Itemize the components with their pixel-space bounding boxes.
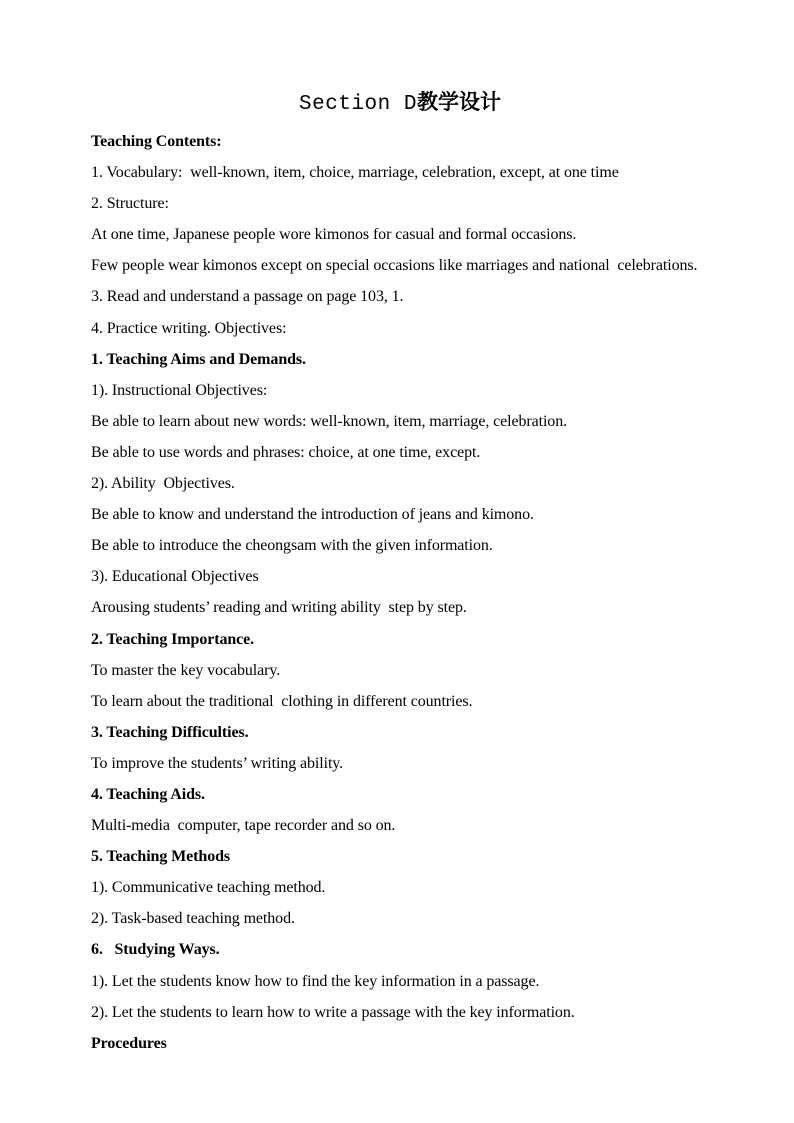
heading-studying-ways: 6. Studying Ways. — [91, 941, 220, 959]
paragraph-learn-traditional-clothing: To learn about the traditional clothing in different countries. — [91, 692, 473, 710]
heading-teaching-importance: 2. Teaching Importance. — [91, 630, 255, 648]
paragraph-multimedia: Multi-media computer, tape recorder and so on. — [91, 817, 396, 835]
heading-teaching-contents: Teaching Contents: — [91, 133, 222, 150]
paragraph-arousing-ability: Arousing students’ reading and writing ability step by step. — [91, 599, 467, 617]
paragraph-task-based-method: 2). Task-based teaching method. — [91, 910, 295, 928]
paragraph-improve-writing: To improve the students’ writing ability. — [91, 754, 344, 772]
page-title-chinese: 教学设计 — [416, 90, 501, 114]
paragraph-structure-example-2: Few people wear kimonos except on special occasions like marriages and national celebrations. — [91, 257, 698, 275]
heading-teaching-aids: 4. Teaching Aids. — [91, 785, 205, 803]
paragraph-read-passage: 3. Read and understand a passage on page 103, 1. — [91, 288, 404, 306]
paragraph-master-vocabulary: To master the key vocabulary. — [91, 661, 281, 679]
paragraph-introduce-cheongsam: Be able to introduce the cheongsam with the given information. — [91, 537, 493, 555]
page-title — [66, 84, 734, 119]
paragraph-instructional-objectives: 1). Instructional Objectives: — [91, 381, 268, 399]
paragraph-structure: 2. Structure: — [91, 195, 169, 213]
paragraph-know-understand: Be able to know and understand the introduction of jeans and kimono. — [91, 506, 534, 524]
heading-teaching-aims: 1. Teaching Aims and Demands. — [91, 350, 306, 368]
paragraph-educational-objectives: 3). Educational Objectives — [91, 568, 259, 586]
paragraph-ability-objectives: 2). Ability Objectives. — [91, 475, 235, 493]
page-title-english: Section D — [299, 93, 417, 116]
heading-teaching-methods: 5. Teaching Methods — [91, 848, 231, 866]
paragraph-practice-writing: 4. Practice writing. Objectives: — [91, 319, 287, 337]
paragraph-vocabulary: 1. Vocabulary: well-known, item, choice, marriage, celebration, except, at one time — [91, 164, 619, 182]
paragraph-learn-new-words: Be able to learn about new words: well-known, item, marriage, celebration. — [91, 412, 567, 430]
heading-teaching-difficulties: 3. Teaching Difficulties. — [91, 723, 249, 741]
paragraph-write-passage: 2). Let the students to learn how to write a passage with the key information. — [91, 1003, 575, 1021]
paragraph-structure-example-1: At one time, Japanese people wore kimonos for casual and formal occasions. — [91, 226, 577, 244]
paragraph-use-words-phrases: Be able to use words and phrases: choice, at one time, except. — [91, 443, 481, 461]
heading-procedures: Procedures — [91, 1034, 167, 1052]
document-body — [91, 126, 734, 1059]
paragraph-find-key-information: 1). Let the students know how to find the key information in a passage. — [91, 972, 540, 990]
paragraph-communicative-method: 1). Communicative teaching method. — [91, 879, 326, 897]
